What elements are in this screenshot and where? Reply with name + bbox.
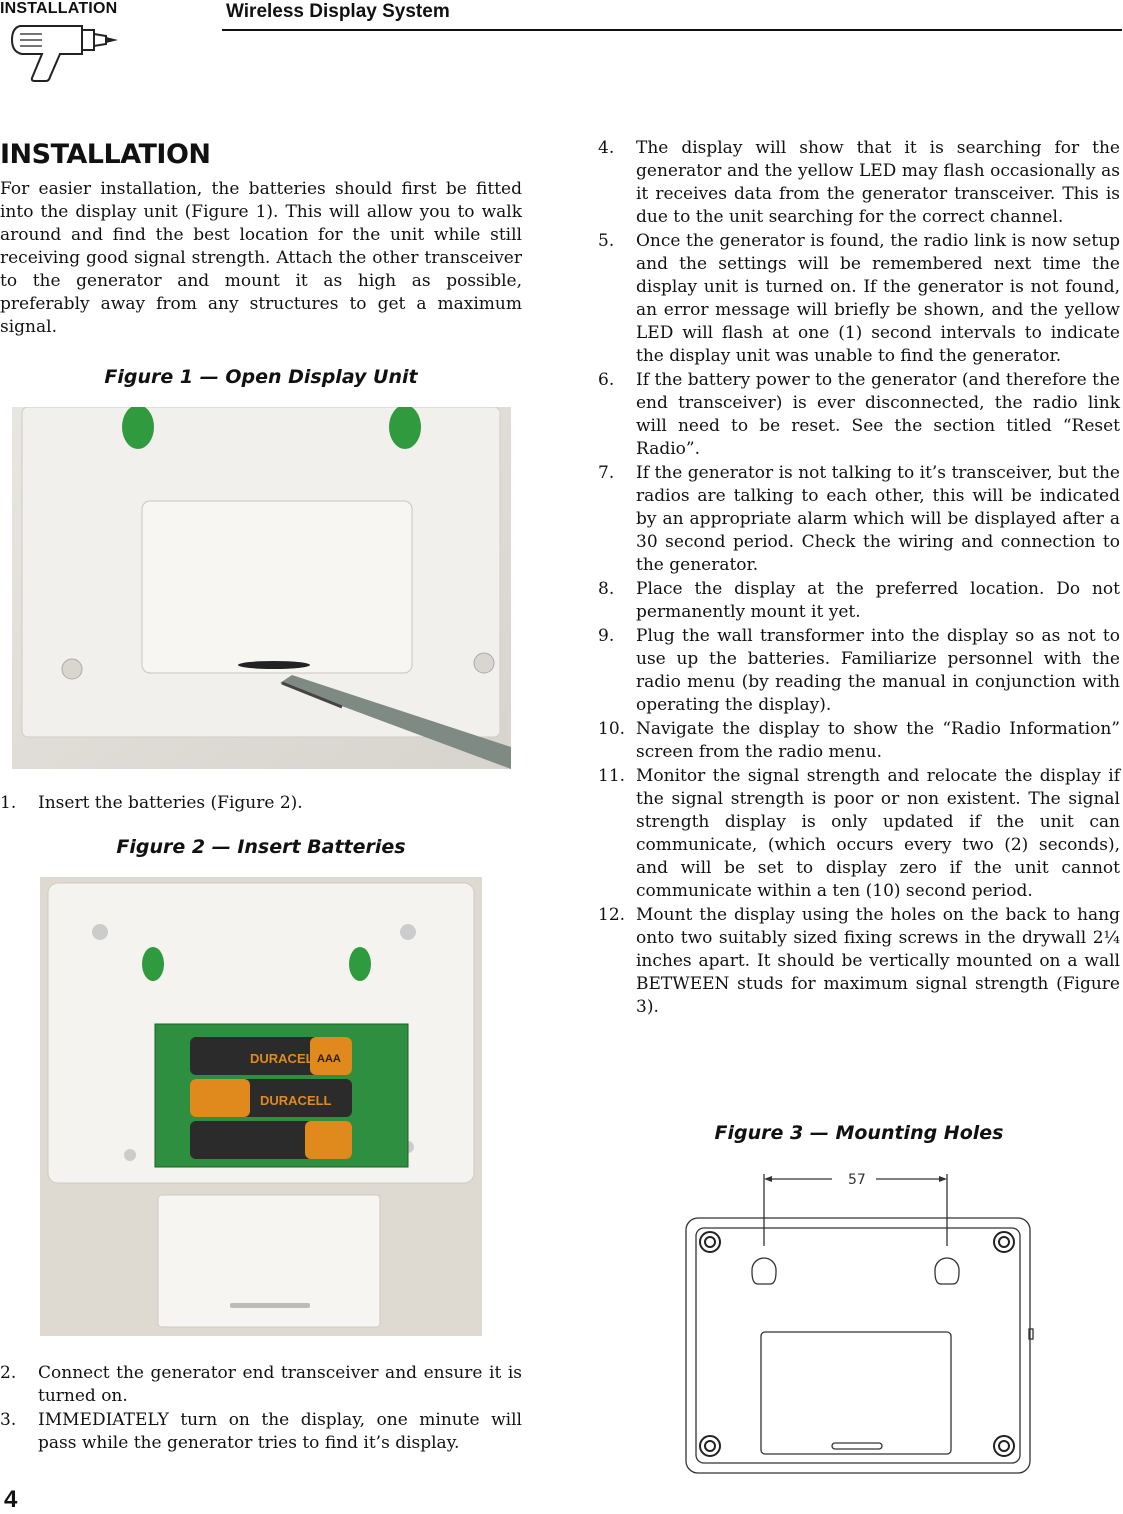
list-item: 7. If the generator is not talking to it’s transceiver, but the radios are talking to each other, this will be indicated by an appropriate alarm which will be displayed after a 30 second period. Check the wiring and connection to the generator. <box>598 463 1120 575</box>
left-column <box>0 138 522 339</box>
figure-1-caption: Figure 1 — Open Display Unit <box>104 366 418 388</box>
figure-1-image <box>12 407 511 769</box>
list-item: 8. Place the display at the preferred location. Do not permanently mount it yet. <box>598 579 1120 622</box>
page-number: 4 <box>4 1486 18 1513</box>
intro-paragraph: For easier installation, the batteries should first be fitted into the display unit (Figure 1). This will allow you to walk around and find the best location for the unit while still receiving good signal strength. Attach the other transceiver to the generator and mount it as high as possible, preferably away from any structures to get a maximum signal. <box>0 179 522 337</box>
drill-icon <box>2 14 120 82</box>
battery-brand-1: DURACELL <box>250 1051 322 1066</box>
list-item: 2. Connect the generator end transceiver and ensure it is turned on. <box>0 1363 522 1406</box>
battery-size-1: AAA <box>317 1053 341 1065</box>
figure-3-drawing <box>684 1166 1036 1476</box>
document-title: Wireless Display System <box>226 1 450 22</box>
list-item: 4. The display will show that it is searching for the generator and the yellow LED may flash occasionally as it receives data from the generator transceiver. This is due to the unit searching for the correct channel. <box>598 138 1120 227</box>
section-tag: INSTALLATION <box>0 0 118 17</box>
steps-list-a <box>0 792 522 816</box>
list-item: 11. Monitor the signal strength and relocate the display if the signal strength is poor or non existent. The signal strength display is only updated if the unit can communicate, (which occurs every two (2) seconds), and will be set to display zero if the unit cannot communicate within a ten (10) second period. <box>598 766 1120 901</box>
steps-list-b <box>0 1362 522 1456</box>
steps-list-c <box>598 137 1120 1020</box>
list-item: 9. Plug the wall transformer into the display so as not to use up the batteries. Familiarize personnel with the radio menu (by reading the manual in conjunction with operating the display). <box>598 626 1120 715</box>
list-item: 5. Once the generator is found, the radio link is now setup and the settings will be remembered next time the display unit is turned on. If the generator is not found, an error message will briefly be shown, and the yellow LED will flash at one (1) second intervals to indicate the display unit was unable to find the generator. <box>598 231 1120 366</box>
dimension-label: 57 <box>848 1172 866 1188</box>
header-rule <box>222 29 1122 31</box>
list-item: 3. IMMEDIATELY turn on the display, one minute will pass while the generator tries to find it’s display. <box>0 1410 522 1453</box>
list-item: 1. Insert the batteries (Figure 2). <box>0 793 303 813</box>
figure-2-caption: Figure 2 — Insert Batteries <box>116 836 406 858</box>
figure-2-image <box>40 877 482 1336</box>
battery-brand-2: DURACELL <box>260 1093 332 1108</box>
list-item: 12. Mount the display using the holes on the back to hang onto two suitably sized fixing screws in the drywall 2¼ inches apart. It should be vertically mounted on a wall BETWEEN studs for maximum signal strength (Figure 3). <box>598 905 1120 1017</box>
list-item: 6. If the battery power to the generator (and therefore the end transceiver) is ever disconnected, the radio link will need to be reset. See the section titled “Reset Radio”. <box>598 370 1120 459</box>
section-heading: INSTALLATION <box>0 139 211 170</box>
list-item: 10. Navigate the display to show the “Radio Information” screen from the radio menu. <box>598 719 1120 762</box>
figure-3-caption: Figure 3 — Mounting Holes <box>714 1122 1004 1144</box>
